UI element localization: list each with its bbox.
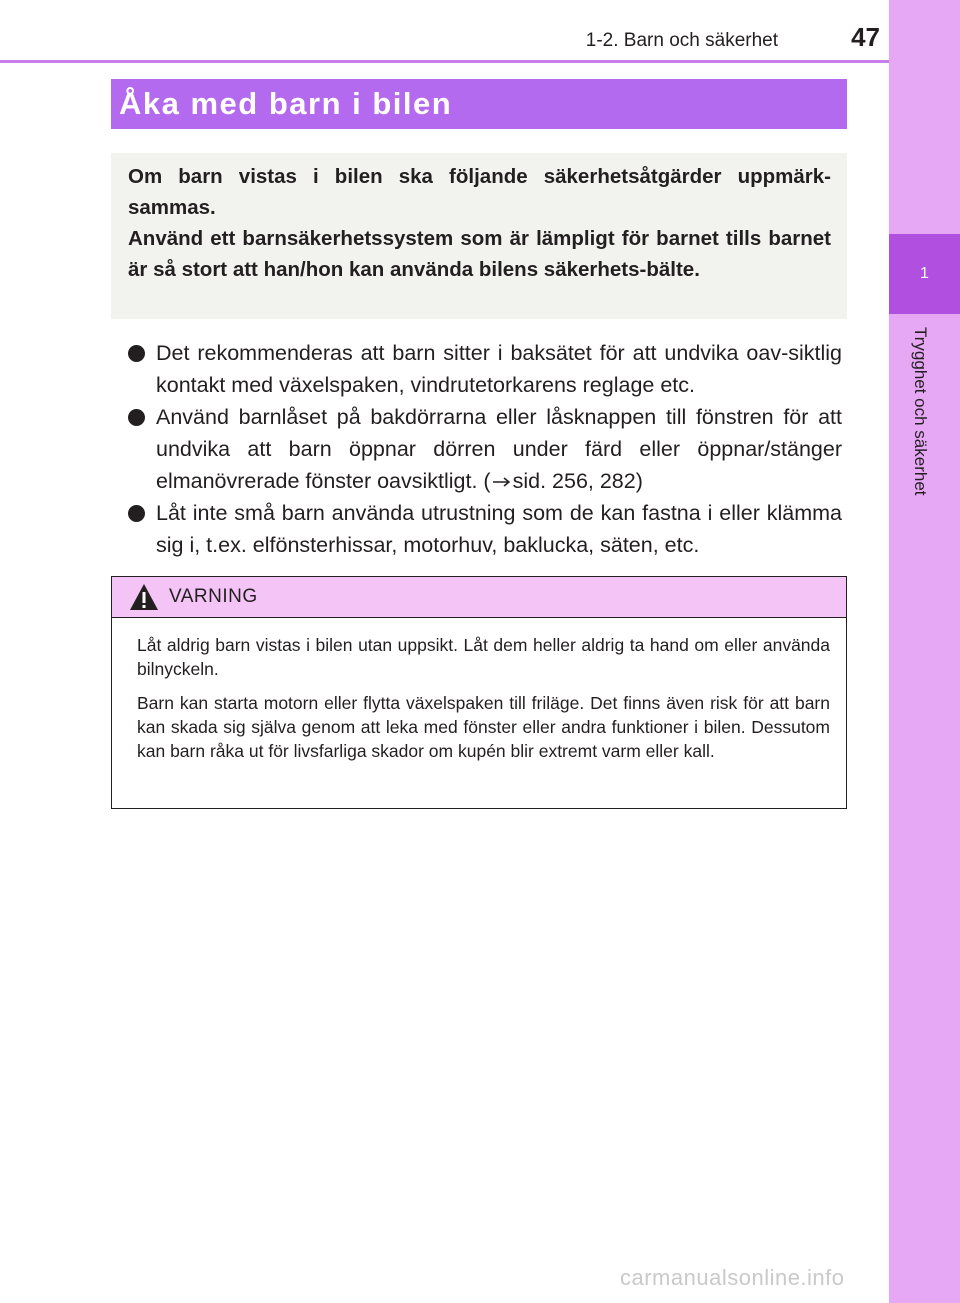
watermark: carmanualsonline.info (620, 1265, 845, 1290)
bullet-text: Låt inte små barn använda utrustning som de kan fastna i eller klämma sig i, t.ex. elfönsterhissar, motorhuv, baklucka, säten, etc. (156, 501, 842, 557)
chapter-number-tab[interactable] (889, 234, 960, 314)
chapter-label: Trygghet och säkerhet (911, 327, 930, 496)
bullet-dot-icon (128, 505, 145, 522)
section-title: 1-2. Barn och säkerhet (585, 30, 778, 51)
warning-paragraph: Låt aldrig barn vistas i bilen utan uppsikt. Låt dem heller aldrig ta hand om eller använda bilnyckeln. (137, 635, 830, 679)
bullet-text-end: ) (635, 469, 643, 493)
warning-body (112, 618, 846, 763)
chapter-side-tab (889, 0, 960, 1303)
warning-paragraph: Barn kan starta motorn eller flytta växelspaken till friläge. Det finns även risk för att barn kan skada sig själva genom att leka med fönster eller andra funktioner i bilen. Dessutom kan barn råka ut för livsfarliga skador om kupén blir extremt varm eller kall. (137, 693, 830, 761)
warning-box (111, 576, 847, 809)
warning-triangle-icon (129, 583, 159, 611)
bullet-dot-icon (128, 409, 145, 426)
arrow-right-icon (491, 476, 513, 488)
warning-header (112, 577, 846, 618)
header-rule (0, 60, 889, 63)
intro-line-2: Använd ett barnsäkerhetssystem som är lämpligt för barnet tills barnet är så stort att han/hon kan använda bilens säkerhets-bälte. (128, 227, 831, 281)
bullet-item (125, 337, 842, 401)
bullet-text: Använd barnlåset på bakdörrarna eller låsknappen till fönstren för att undvika att barn öppnar dörren under färd eller öppnar/stänger elmanövrerade fönster oavsiktligt. ( (156, 405, 842, 493)
warning-label: VARNING (169, 586, 258, 607)
page-number: 47 (851, 22, 880, 52)
intro-line-1: Om barn vistas i bilen ska följande säkerhetsåtgärder uppmärk-sammas. (128, 165, 831, 219)
page-title (111, 79, 847, 129)
page-title-text: Åka med barn i bilen (119, 86, 453, 121)
bullet-item (125, 497, 842, 561)
intro-box (111, 153, 847, 319)
chapter-number: 1 (920, 265, 929, 282)
bullet-dot-icon (128, 345, 145, 362)
bullet-text: Det rekommenderas att barn sitter i baksätet för att undvika oav-siktlig kontakt med växelspaken, vindrutetorkarens reglage etc. (156, 341, 842, 397)
page-reference-link[interactable]: sid. 256, 282 (512, 469, 636, 493)
bullet-list (125, 337, 842, 561)
bullet-item (125, 401, 842, 497)
